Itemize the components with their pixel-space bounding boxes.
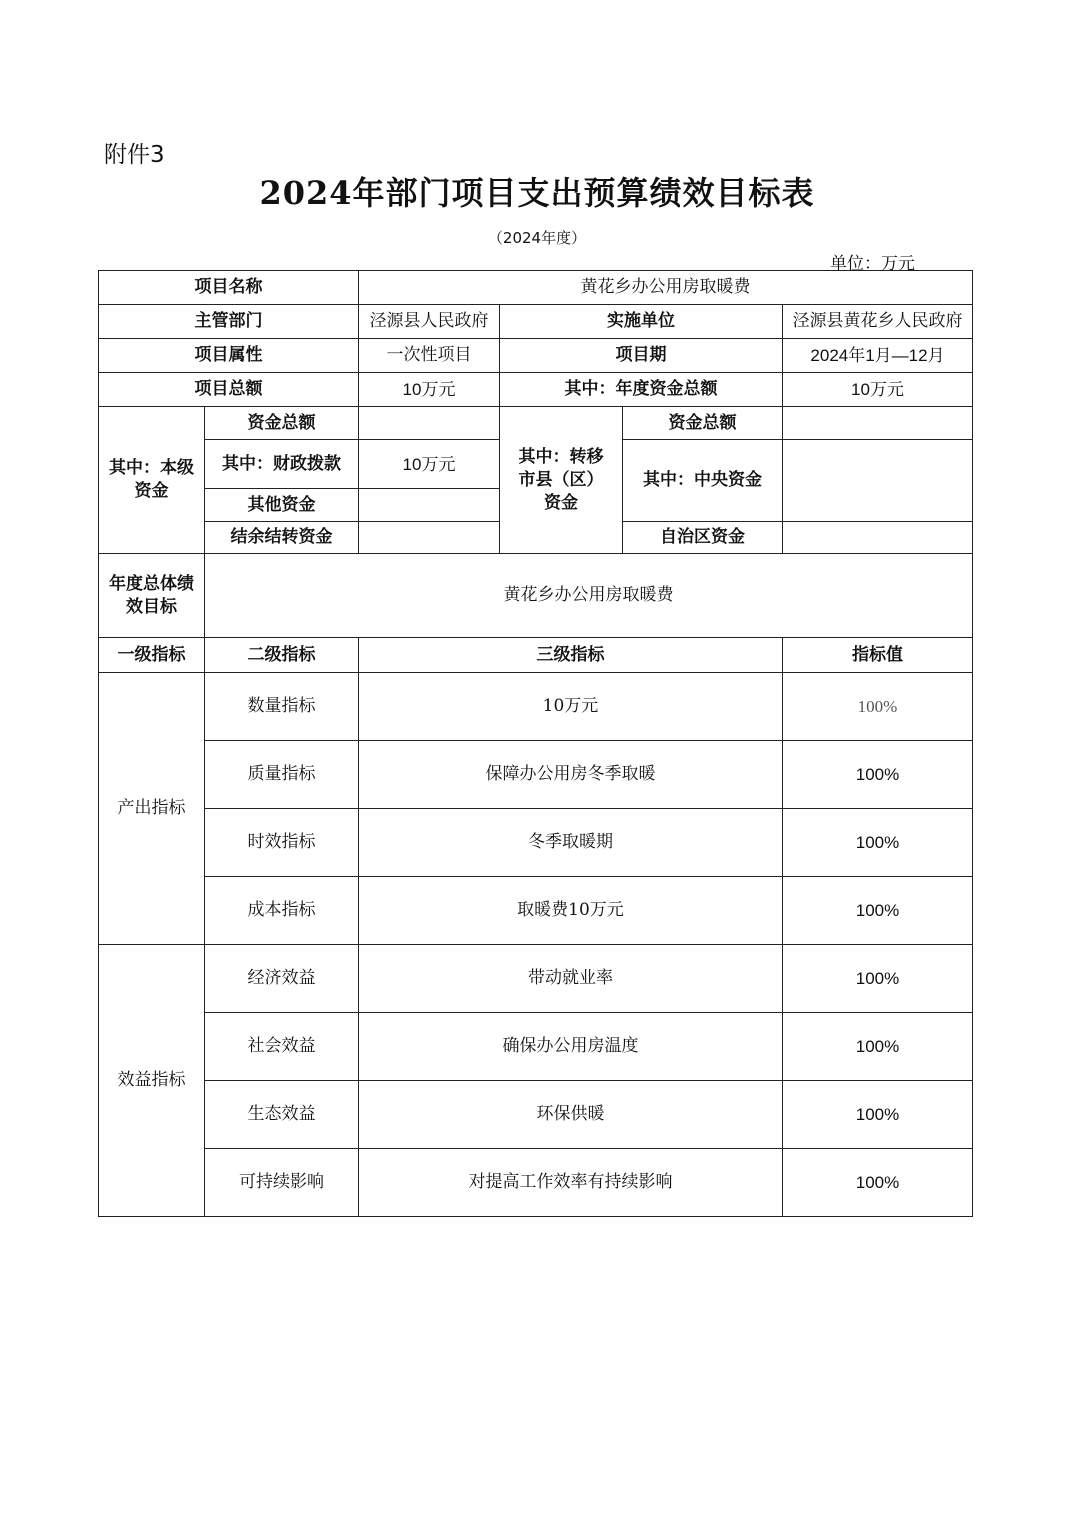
dept-label: 主管部门 bbox=[99, 305, 359, 339]
other-funds-label: 其他资金 bbox=[205, 489, 359, 522]
annual-goal-text: 黄花乡办公用房取暖费 bbox=[205, 554, 973, 638]
table-row bbox=[99, 877, 973, 945]
carryover-label: 结余结转资金 bbox=[205, 522, 359, 554]
total-label: 项目总额 bbox=[99, 373, 359, 407]
value-cell: 100% bbox=[783, 809, 973, 877]
table-row bbox=[99, 1081, 973, 1149]
level3-cell: 对提高工作效率有持续影响 bbox=[359, 1149, 783, 1217]
annual-value: 10万元 bbox=[783, 373, 973, 407]
carryover-value bbox=[359, 522, 500, 554]
level2-cell: 社会效益 bbox=[205, 1013, 359, 1081]
attachment-label: 附件3 bbox=[104, 142, 165, 168]
annual-label: 其中：年度资金总额 bbox=[500, 373, 783, 407]
table-row bbox=[99, 945, 973, 1013]
value-cell: 100% bbox=[783, 1081, 973, 1149]
local-funds-label: 其中：本级资金 bbox=[99, 407, 205, 554]
level3-cell: 环保供暖 bbox=[359, 1081, 783, 1149]
fiscal-label: 其中：财政拨款 bbox=[205, 440, 359, 489]
annual-goal-label: 年度总体绩效目标 bbox=[99, 554, 205, 638]
region-funds-value bbox=[783, 522, 973, 554]
table-row bbox=[99, 1149, 973, 1217]
level3-cell: 带动就业率 bbox=[359, 945, 783, 1013]
row-project-name bbox=[99, 271, 973, 305]
period-value: 2024年1月—12月 bbox=[783, 339, 973, 373]
value-cell: 100% bbox=[783, 741, 973, 809]
fiscal-value: 10万元 bbox=[359, 440, 500, 489]
value-cell: 100% bbox=[783, 877, 973, 945]
level2-cell: 数量指标 bbox=[205, 673, 359, 741]
transfer-total-label: 资金总额 bbox=[623, 407, 783, 440]
central-value bbox=[783, 440, 973, 522]
level3-cell: 取暖费10万元 bbox=[359, 877, 783, 945]
region-funds-label: 自治区资金 bbox=[623, 522, 783, 554]
attr-value: 一次性项目 bbox=[359, 339, 500, 373]
level1-header: 一级指标 bbox=[99, 638, 205, 673]
row-department bbox=[99, 305, 973, 339]
level3-cell: 保障办公用房冬季取暖 bbox=[359, 741, 783, 809]
row-attribute bbox=[99, 339, 973, 373]
table-row bbox=[99, 673, 973, 741]
table-row bbox=[99, 809, 973, 877]
other-funds-value bbox=[359, 489, 500, 522]
level3-header: 三级指标 bbox=[359, 638, 783, 673]
attr-label: 项目属性 bbox=[99, 339, 359, 373]
table-row bbox=[99, 1013, 973, 1081]
document-title: 2024年部门项目支出预算绩效目标表 bbox=[259, 174, 815, 212]
row-annual-goal bbox=[99, 554, 973, 638]
row-funds-total bbox=[99, 407, 973, 440]
value-cell: 100% bbox=[783, 945, 973, 1013]
project-name-label: 项目名称 bbox=[99, 271, 359, 305]
unit-note: 单位：万元 bbox=[830, 254, 915, 274]
output-indicator-label: 产出指标 bbox=[99, 673, 205, 945]
central-label: 其中：中央资金 bbox=[623, 440, 783, 522]
period-label: 项目期 bbox=[500, 339, 783, 373]
level2-cell: 成本指标 bbox=[205, 877, 359, 945]
value-cell: 100% bbox=[783, 1149, 973, 1217]
row-indicator-headers bbox=[99, 638, 973, 673]
table-row bbox=[99, 741, 973, 809]
transfer-funds-label: 其中：转移市县（区）资金 bbox=[500, 407, 623, 554]
benefit-indicator-label: 效益指标 bbox=[99, 945, 205, 1217]
impl-label: 实施单位 bbox=[500, 305, 783, 339]
level2-cell: 质量指标 bbox=[205, 741, 359, 809]
level3-cell: 10万元 bbox=[359, 673, 783, 741]
transfer-total-value bbox=[783, 407, 973, 440]
value-cell: 100% bbox=[783, 1013, 973, 1081]
value-cell: 100% bbox=[783, 673, 973, 741]
level3-cell: 确保办公用房温度 bbox=[359, 1013, 783, 1081]
level3-cell: 冬季取暖期 bbox=[359, 809, 783, 877]
level2-cell: 可持续影响 bbox=[205, 1149, 359, 1217]
level2-cell: 时效指标 bbox=[205, 809, 359, 877]
level2-cell: 生态效益 bbox=[205, 1081, 359, 1149]
level2-header: 二级指标 bbox=[205, 638, 359, 673]
project-name-value: 黄花乡办公用房取暖费 bbox=[359, 271, 973, 305]
level2-cell: 经济效益 bbox=[205, 945, 359, 1013]
impl-value: 泾源县黄花乡人民政府 bbox=[783, 305, 973, 339]
value-header: 指标值 bbox=[783, 638, 973, 673]
row-total bbox=[99, 373, 973, 407]
year-note: （2024年度） bbox=[487, 229, 587, 247]
total-funds-label: 资金总额 bbox=[205, 407, 359, 440]
total-value: 10万元 bbox=[359, 373, 500, 407]
dept-value: 泾源县人民政府 bbox=[359, 305, 500, 339]
total-funds-value bbox=[359, 407, 500, 440]
performance-target-table bbox=[98, 270, 973, 1217]
